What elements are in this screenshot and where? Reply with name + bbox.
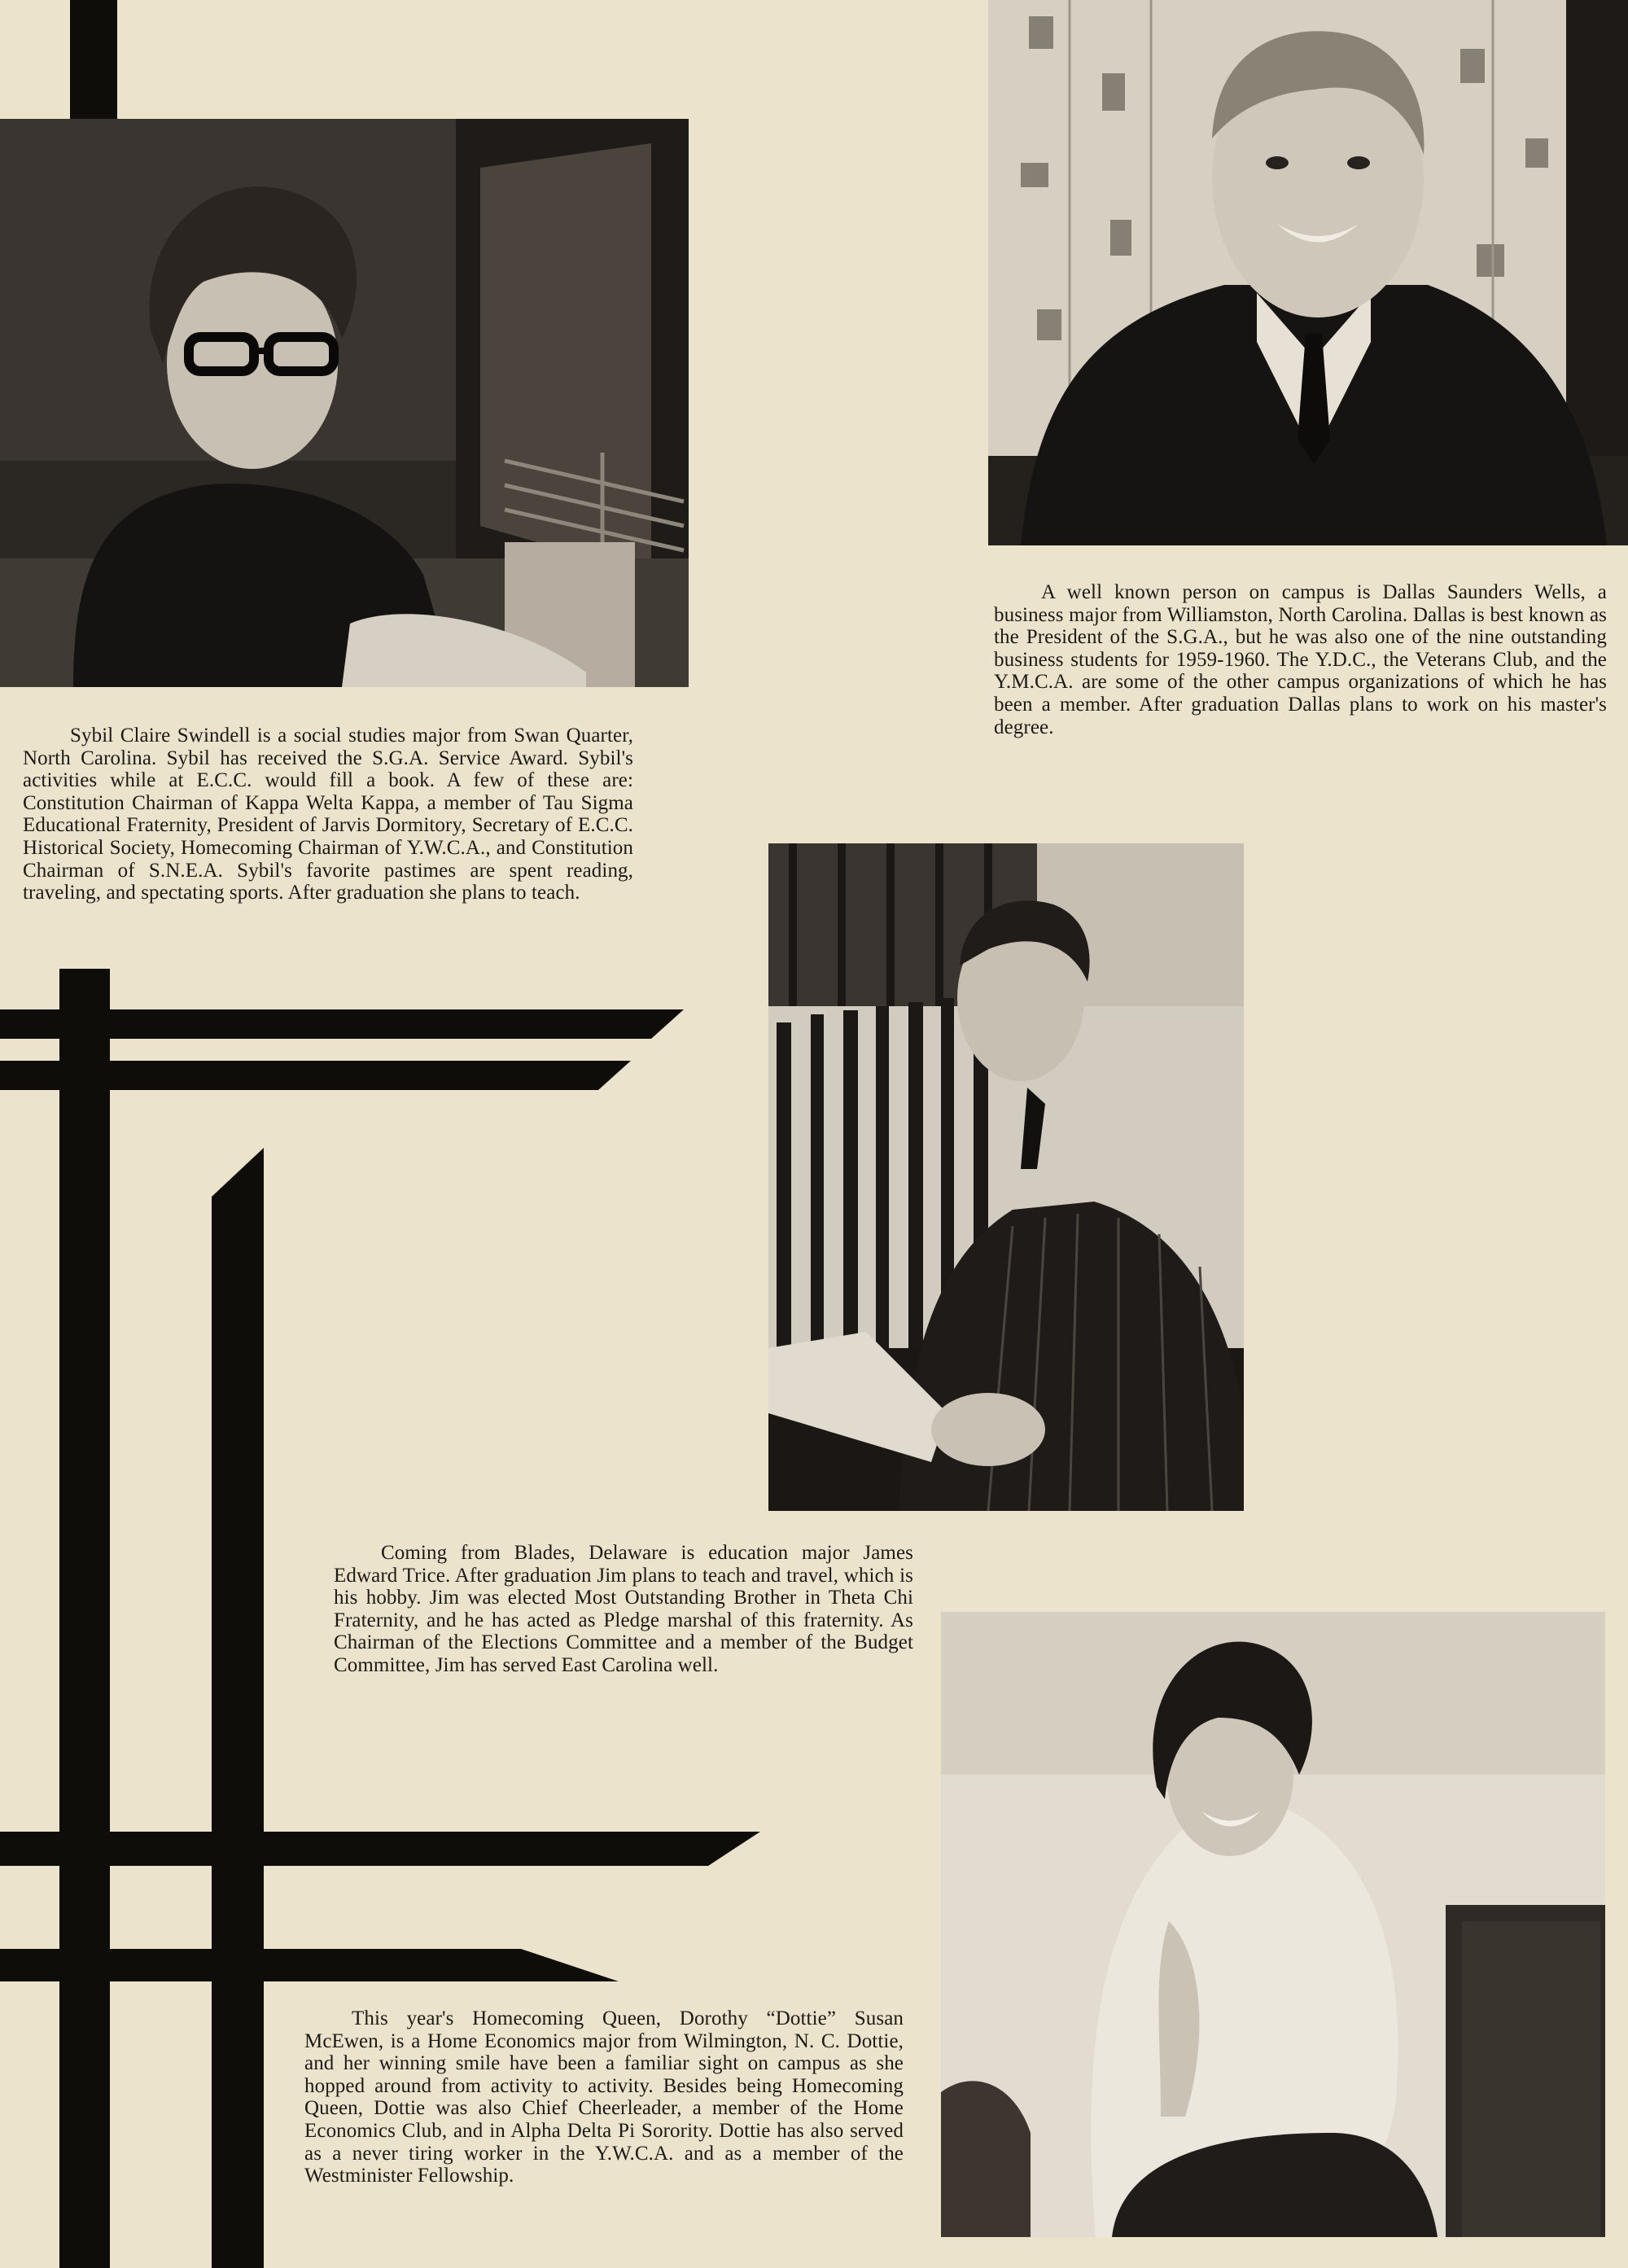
caption-dallas-wells-text: A well known person on campus is Dallas Saunders Wells, a business major from Williamston, North Carolina. Dallas is best known as the President of the S.G.A., but he was also one of the nine outstanding business students for 1959-1960. The Y.D.C., the Veterans Club, and the Y.M.C.A. are some of the other campus organizations of which he has been a member. After graduation Dallas plans to work on his master's degree.: [994, 581, 1607, 738]
decorative-bar-2-tip: [598, 1061, 631, 1090]
photo-dottie-mcewen: [941, 1612, 1605, 2237]
decorative-vertical-bar-inner: [212, 1197, 264, 2268]
photo-james-trice: [768, 843, 1244, 1511]
photo-sybil-swindell: [0, 119, 689, 687]
decorative-horizontal-bar-3: [0, 1832, 708, 1866]
caption-sybil-swindell-text: Sybil Claire Swindell is a social studies major from Swan Quarter, North Carolina. Sybil has received the S.G.A. Service Award. Sybil's activities while at E.C.C. would fill a book. A few of these are: Constitution Chairman of Kappa Welta Kappa, a member of Tau Sigma Educational Fraternity, President of Jarvis Dormitory, Secretary of E.C.C. Historical Society, Homecoming Chairman of Y.W.C.A., and Constitution Chairman of S.N.E.A. Sybil's favorite pastimes are spent reading, traveling, and spectating sports. After graduation she plans to teach.: [23, 725, 633, 904]
portrait-man-suit-smiling: [988, 0, 1628, 545]
decorative-bar-3-tip: [708, 1832, 760, 1866]
decorative-inner-bar-cap: [212, 1148, 264, 1197]
caption-dottie-mcewen: [304, 2007, 904, 2187]
portrait-man-pinstripe-suit: [768, 843, 1244, 1511]
caption-sybil-swindell: [23, 725, 633, 904]
decorative-horizontal-bar-4: [0, 1949, 521, 1981]
caption-james-trice-text: Coming from Blades, Delaware is education major James Edward Trice. After graduation Jim plans to teach and travel, which is his hobby. Jim was elected Most Outstanding Brother in Theta Chi Fraternity, and he has acted as Pledge marshal of this fraternity. As Chairman of the Elections Committee and a member of the Budget Committee, Jim has served East Carolina well.: [334, 1542, 913, 1676]
portrait-woman-glasses: [0, 119, 689, 687]
photo-dallas-wells: [988, 0, 1628, 545]
portrait-woman-smiling-seated: [941, 1612, 1605, 2237]
caption-dallas-wells: [994, 581, 1607, 738]
decorative-bar-4-tip: [521, 1949, 619, 1981]
decorative-bar-1-tip: [651, 1009, 684, 1039]
caption-james-trice: [334, 1542, 913, 1677]
decorative-horizontal-bar-2: [0, 1061, 598, 1090]
caption-dottie-mcewen-text: This year's Homecoming Queen, Dorothy “Dottie” Susan McEwen, is a Home Economics major from Wilmington, N. C. Dottie, and her winning smile have been a familiar sight on campus as she hopped around from activity to activity. Besides being Homecoming Queen, Dottie was also Chief Cheerleader, a member of the Home Economics Club, and in Alpha Delta Pi Sorority. Dottie has also served as a never tiring worker in the Y.W.C.A. and as a member of the Westminister Fellowship.: [304, 2007, 904, 2187]
decorative-vertical-bar-top: [70, 0, 117, 122]
decorative-vertical-bar-main: [59, 969, 110, 2268]
decorative-horizontal-bar-1: [0, 1009, 651, 1039]
